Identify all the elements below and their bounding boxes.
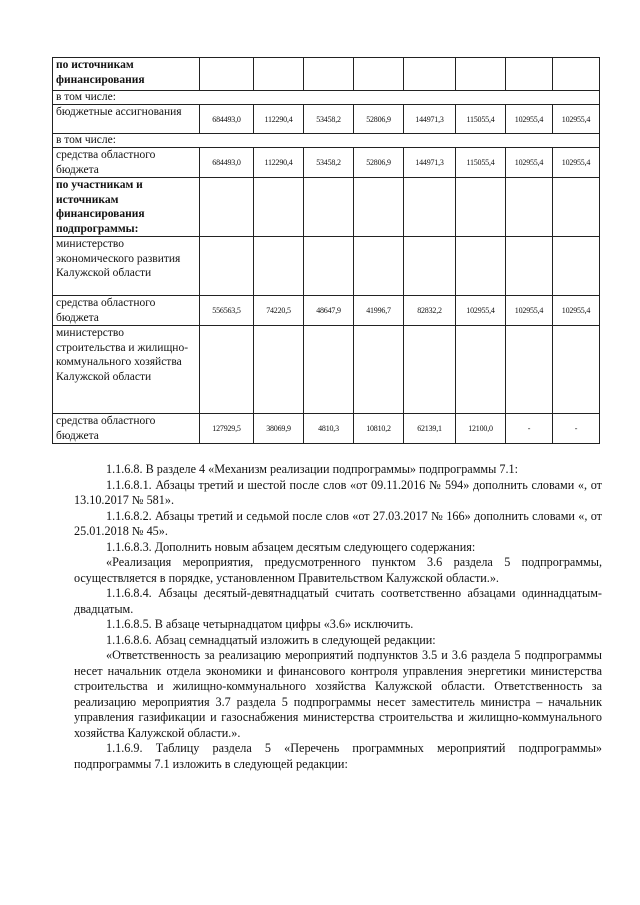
row-label: бюджетные ассигнования: [53, 105, 200, 134]
paragraph: 1.1.6.8.3. Дополнить новым абзацем десятым следующего содержания:: [106, 539, 476, 554]
table-cell: 74220,5: [254, 296, 304, 326]
table-cell: 38069,9: [254, 414, 304, 444]
table-cell: [200, 178, 254, 237]
table-cell: [254, 326, 304, 414]
paragraph: 1.1.6.8.6. Абзац семнадцатый изложить в следующей редакции:: [106, 632, 436, 647]
table-cell: 127929,5: [200, 414, 254, 444]
paragraph: «Ответственность за реализацию мероприятий подпунктов 3.5 и 3.6 раздела 5 подпрограммы несет начальник отдела экономики и финансового контроля управления энергетики министерства строительства и жилищно-коммунального хозяйства Калужской области. Ответственность за реализацию мероприятия 3.7 раздела 5 подпрограммы несет заместитель министра – начальник управления газификации и газоснабжения министерства строительства и жилищно-коммунального хозяйства Калужской области.».: [74, 648, 602, 740]
financing-table-body: [53, 58, 600, 444]
table-cell: 62139,1: [404, 414, 456, 444]
table-cell: [404, 237, 456, 296]
table-cell: [553, 326, 600, 414]
table-cell: 684493,0: [200, 105, 254, 134]
table-cell: [404, 58, 456, 91]
table-cell: 102955,4: [506, 105, 553, 134]
table-cell: [304, 237, 354, 296]
table-cell: 144971,3: [404, 105, 456, 134]
paragraph: 1.1.6.8.2. Абзацы третий и седьмой после слов «от 27.03.2017 № 166» дополнить словами «, от 25.01.2018 № 45».: [74, 508, 602, 538]
table-cell: 102955,4: [456, 296, 506, 326]
table-cell: [553, 237, 600, 296]
table-cell: [553, 58, 600, 91]
paragraph: 1.1.6.8.4. Абзацы десятый-девятнадцатый считать соответственно абзацами одиннадцатым-двадцатым.: [74, 586, 602, 616]
paragraph: 1.1.6.8.5. В абзаце четырнадцатом цифры «3.6» исключить.: [106, 617, 414, 631]
paragraph: 1.1.6.9. Таблицу раздела 5 «Перечень программных мероприятий подпрограммы» подпрограммы 7.1 изложить в следующей редакции:: [74, 741, 602, 771]
table-cell: 102955,4: [553, 148, 600, 178]
table-cell: [456, 58, 506, 91]
table-cell: [200, 58, 254, 91]
table-cell: 115055,4: [456, 105, 506, 134]
table-cell: [304, 326, 354, 414]
table-row: [53, 91, 600, 105]
table-cell: [254, 178, 304, 237]
table-cell: [404, 178, 456, 237]
table-row: [53, 134, 600, 148]
table-cell: 112290,4: [254, 148, 304, 178]
table-cell: 102955,4: [553, 296, 600, 326]
table-row: [53, 326, 600, 414]
paragraph: 1.1.6.8. В разделе 4 «Механизм реализации подпрограммы» подпрограммы 7.1:: [106, 462, 518, 476]
paragraph: 1.1.6.8.1. Абзацы третий и шестой после слов «от 09.11.2016 № 594» дополнить словами «, от 13.10.2017 № 581».: [74, 477, 602, 507]
financing-table: [52, 57, 600, 444]
table-row: [53, 178, 600, 237]
table-cell: [200, 326, 254, 414]
table-cell: [506, 178, 553, 237]
table-cell: 48647,9: [304, 296, 354, 326]
table-cell: [200, 237, 254, 296]
table-cell: [354, 326, 404, 414]
row-label: по источникам финансирования: [53, 58, 200, 91]
table-cell: [354, 58, 404, 91]
table-cell: 102955,4: [506, 148, 553, 178]
table-cell: [456, 178, 506, 237]
table-row: [53, 58, 600, 91]
table-cell: [404, 326, 456, 414]
row-label: по участникам и источникам финансирования подпрограммы:: [53, 178, 200, 237]
table-cell: 556563,5: [200, 296, 254, 326]
table-row: [53, 237, 600, 296]
table-cell: [506, 58, 553, 91]
table-cell: 53458,2: [304, 148, 354, 178]
table-cell: 41996,7: [354, 296, 404, 326]
table-cell: 102955,4: [553, 105, 600, 134]
table-cell: 4810,3: [304, 414, 354, 444]
row-label: средства областного бюджета: [53, 414, 200, 444]
table-cell: 102955,4: [506, 296, 553, 326]
row-label: министерство экономического развития Калужской области: [53, 237, 200, 296]
table-cell: 10810,2: [354, 414, 404, 444]
table-cell: 144971,3: [404, 148, 456, 178]
row-label: министерство строительства и жилищно-коммунального хозяйства Калужской области: [53, 326, 200, 414]
table-cell: 115055,4: [456, 148, 506, 178]
row-label: в том числе:: [53, 134, 600, 148]
table-cell: [304, 178, 354, 237]
table-cell: -: [506, 414, 553, 444]
table-cell: [254, 58, 304, 91]
table-cell: 52806,9: [354, 105, 404, 134]
table-cell: [506, 326, 553, 414]
table-cell: 112290,4: [254, 105, 304, 134]
row-label: в том числе:: [53, 91, 600, 105]
table-cell: 52806,9: [354, 148, 404, 178]
table-cell: [304, 58, 354, 91]
table-cell: 53458,2: [304, 105, 354, 134]
document-text: [74, 462, 602, 772]
table-cell: 684493,0: [200, 148, 254, 178]
table-row: [53, 105, 600, 134]
table-cell: [354, 178, 404, 237]
table-row: [53, 296, 600, 326]
table-cell: [506, 237, 553, 296]
row-label: средства областного бюджета: [53, 148, 200, 178]
table-cell: 12100,0: [456, 414, 506, 444]
table-cell: [456, 237, 506, 296]
table-cell: [456, 326, 506, 414]
table-row: [53, 414, 600, 444]
table-cell: 82832,2: [404, 296, 456, 326]
row-label: средства областного бюджета: [53, 296, 200, 326]
paragraph: «Реализация мероприятия, предусмотренного пунктом 3.6 раздела 5 подпрограммы, осуществляется в порядке, установленном Правительством Калужской области.».: [74, 555, 602, 585]
table-cell: [354, 237, 404, 296]
table-cell: -: [553, 414, 600, 444]
table-row: [53, 148, 600, 178]
table-cell: [254, 237, 304, 296]
table-cell: [553, 178, 600, 237]
